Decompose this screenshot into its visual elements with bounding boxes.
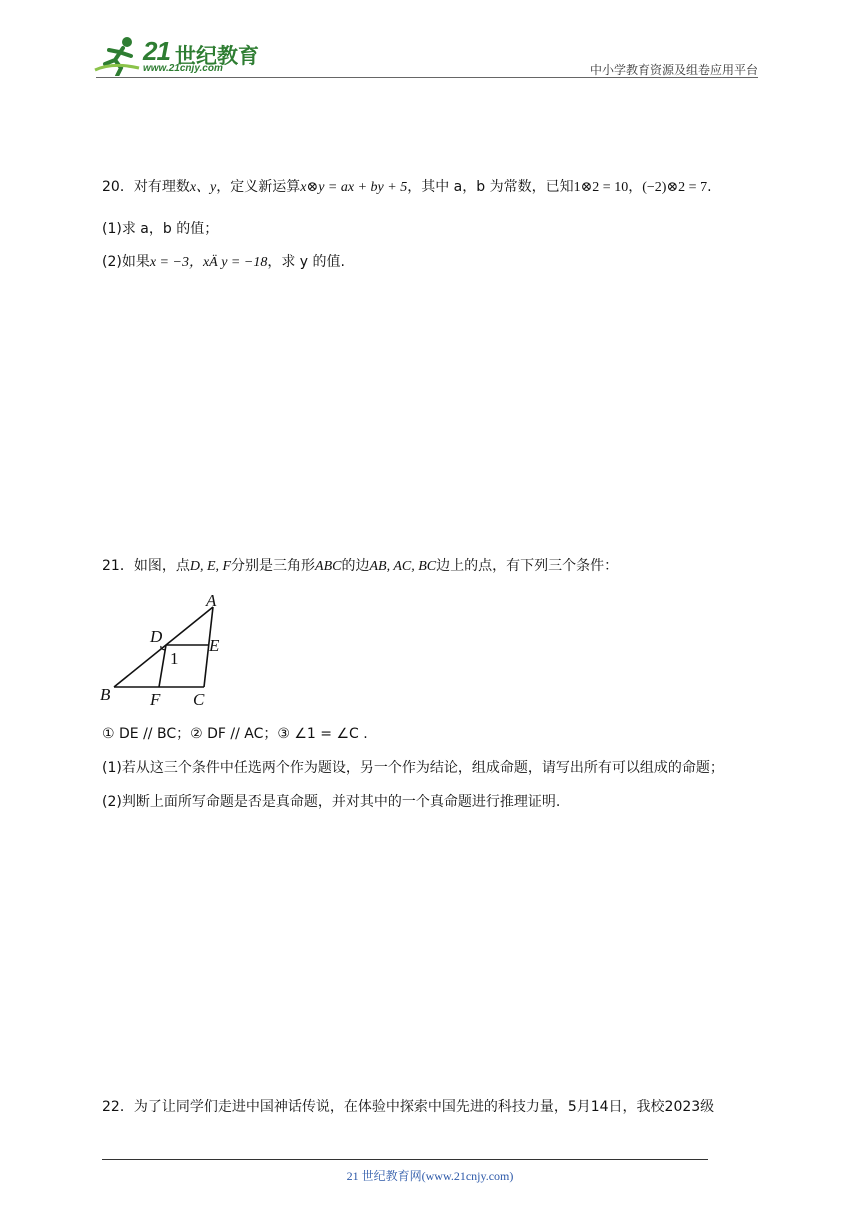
label-C: C (193, 690, 205, 709)
label-F: F (150, 690, 161, 709)
logo-text: 世纪教育 (175, 44, 259, 68)
site-name: 中小学教育资源及组卷应用平台 (589, 63, 758, 77)
site-logo (93, 34, 263, 76)
q20-number: 20． (102, 179, 134, 195)
runner-icon (93, 34, 143, 76)
footer-divider (102, 1159, 708, 1160)
label-A: A (206, 591, 217, 610)
q22-number: 22． (102, 1099, 134, 1115)
label-B: B (100, 685, 111, 704)
q20-formula: x⊗y = ax + by + 5 (300, 180, 408, 195)
q21-number: 21． (102, 558, 134, 574)
logo-url: www.21cnjy.com (143, 63, 223, 74)
q21-conditions: ① DE // BC；② DF // AC；③ ∠1 = ∠C . (102, 726, 368, 742)
q20-stem: 20．对有理数x、y，定义新运算x⊗y = ax + by + 5，其中 a，b 为常数，已知1⊗2 = 10，(−2)⊗2 = 7. (102, 179, 712, 195)
q22-stem: 22．为了让同学们走进中国神话传说，在体验中探索中国先进的科技力量，5月14日，我校2023级 (102, 1099, 715, 1115)
triangle-figure (96, 588, 236, 713)
label-angle-1: 1 (170, 649, 179, 668)
q21-stem: 21．如图，点D, E, F分别是三角形ABC的边AB, AC, BC边上的点，有下列三个条件： (102, 558, 619, 574)
q21-part1: (1)若从这三个条件中任选两个作为题设，另一个作为结论，组成命题，请写出所有可以组成的命题； (102, 760, 724, 776)
logo-number: 21 (143, 36, 170, 66)
label-D: D (150, 627, 163, 646)
label-E: E (209, 636, 220, 655)
q20-part1: (1)求 a，b 的值； (102, 221, 219, 237)
header-divider (96, 77, 758, 78)
q21-part2: (2)判断上面所写命题是否是真命题，并对其中的一个真命题进行推理证明. (102, 794, 561, 810)
footer-link[interactable]: 21 世纪教育网(www.21cnjy.com) (346, 1169, 514, 1183)
q20-part2: (2)如果x = −3，xÄ y = −18，求 y 的值. (102, 254, 345, 270)
